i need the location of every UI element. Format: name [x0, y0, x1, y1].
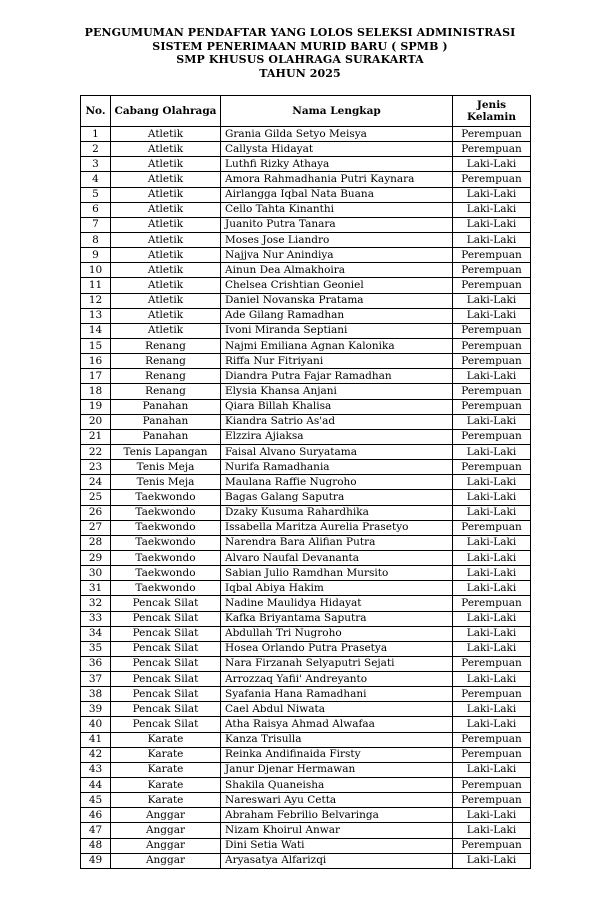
table-row — [81, 853, 531, 868]
table-row — [81, 187, 531, 202]
cell-no: 39 — [81, 702, 111, 717]
table-row — [81, 641, 531, 656]
table-header-row — [81, 96, 531, 127]
header-title: PENGUMUMAN PENDAFTAR YANG LOLOS SELEKSI ADMINISTRASI — [84, 26, 516, 39]
cell-sport: Pencak Silat — [111, 596, 221, 611]
cell-name: Kiandra Satrio As'ad — [221, 414, 453, 429]
cell-no: 44 — [81, 778, 111, 793]
table-row — [81, 217, 531, 232]
cell-name: Cael Abdul Niwata — [221, 702, 453, 717]
cell-no: 15 — [81, 338, 111, 353]
cell-sport: Anggar — [111, 853, 221, 868]
cell-no: 41 — [81, 732, 111, 747]
cell-no: 14 — [81, 323, 111, 338]
cell-sport: Pencak Silat — [111, 656, 221, 671]
cell-sport: Pencak Silat — [111, 702, 221, 717]
cell-sport: Renang — [111, 354, 221, 369]
cell-gender: Laki-Laki — [453, 414, 531, 429]
header-school: SMP KHUSUS OLAHRAGA SURAKARTA — [176, 53, 424, 66]
cell-name: Riffa Nur Fitriyani — [221, 354, 453, 369]
cell-name: Reinka Andifinaida Firsty — [221, 747, 453, 762]
cell-sport: Atletik — [111, 293, 221, 308]
cell-no: 24 — [81, 475, 111, 490]
cell-no: 12 — [81, 293, 111, 308]
cell-sport: Tenis Meja — [111, 475, 221, 490]
cell-no: 26 — [81, 505, 111, 520]
cell-no: 49 — [81, 853, 111, 868]
cell-no: 40 — [81, 717, 111, 732]
cell-no: 23 — [81, 460, 111, 475]
cell-no: 43 — [81, 762, 111, 777]
cell-no: 22 — [81, 444, 111, 459]
table-row — [81, 672, 531, 687]
cell-gender: Perempuan — [453, 172, 531, 187]
cell-name: Arrozzaq Yafii' Andreyanto — [221, 672, 453, 687]
cell-gender: Perempuan — [453, 142, 531, 157]
cell-sport: Atletik — [111, 232, 221, 247]
cell-gender: Perempuan — [453, 520, 531, 535]
table-row — [81, 172, 531, 187]
cell-gender: Perempuan — [453, 323, 531, 338]
cell-sport: Panahan — [111, 399, 221, 414]
cell-gender: Perempuan — [453, 278, 531, 293]
cell-no: 3 — [81, 157, 111, 172]
cell-no: 18 — [81, 384, 111, 399]
results-table — [80, 95, 531, 869]
cell-sport: Taekwondo — [111, 490, 221, 505]
cell-sport: Pencak Silat — [111, 717, 221, 732]
column-header-gender: Jenis Kelamin — [453, 96, 531, 127]
table-row — [81, 127, 531, 142]
cell-sport: Atletik — [111, 202, 221, 217]
cell-no: 34 — [81, 626, 111, 641]
cell-name: Chelsea Crishtian Geoniel — [221, 278, 453, 293]
cell-gender: Perempuan — [453, 338, 531, 353]
cell-no: 32 — [81, 596, 111, 611]
cell-name: Shakila Quaneisha — [221, 778, 453, 793]
cell-gender: Laki-Laki — [453, 762, 531, 777]
cell-gender: Perempuan — [453, 747, 531, 762]
table-row — [81, 505, 531, 520]
cell-no: 48 — [81, 838, 111, 853]
cell-sport: Taekwondo — [111, 505, 221, 520]
cell-gender: Perempuan — [453, 732, 531, 747]
table-row — [81, 656, 531, 671]
table-row — [81, 429, 531, 444]
cell-sport: Panahan — [111, 429, 221, 444]
cell-no: 21 — [81, 429, 111, 444]
cell-gender: Perempuan — [453, 838, 531, 853]
table-row — [81, 157, 531, 172]
cell-gender: Laki-Laki — [453, 232, 531, 247]
cell-gender: Perempuan — [453, 793, 531, 808]
cell-name: Kanza Trisulla — [221, 732, 453, 747]
cell-name: Elysia Khansa Anjani — [221, 384, 453, 399]
cell-sport: Taekwondo — [111, 566, 221, 581]
cell-name: Diandra Putra Fajar Ramadhan — [221, 369, 453, 384]
cell-name: Najjva Nur Anindiya — [221, 248, 453, 263]
table-row — [81, 778, 531, 793]
cell-name: Qiara Billah Khalisa — [221, 399, 453, 414]
cell-no: 16 — [81, 354, 111, 369]
cell-gender: Perempuan — [453, 248, 531, 263]
cell-sport: Atletik — [111, 248, 221, 263]
cell-sport: Karate — [111, 778, 221, 793]
table-row — [81, 414, 531, 429]
cell-name: Faisal Alvano Suryatama — [221, 444, 453, 459]
cell-no: 36 — [81, 656, 111, 671]
cell-sport: Karate — [111, 793, 221, 808]
table-row — [81, 581, 531, 596]
cell-gender: Laki-Laki — [453, 369, 531, 384]
table-row — [81, 475, 531, 490]
column-header-sport: Cabang Olahraga — [111, 96, 221, 127]
cell-name: Bagas Galang Saputra — [221, 490, 453, 505]
cell-gender: Laki-Laki — [453, 157, 531, 172]
table-row — [81, 142, 531, 157]
table-row — [81, 838, 531, 853]
cell-no: 25 — [81, 490, 111, 505]
cell-sport: Atletik — [111, 172, 221, 187]
cell-no: 6 — [81, 202, 111, 217]
cell-name: Grania Gilda Setyo Meisya — [221, 127, 453, 142]
cell-no: 37 — [81, 672, 111, 687]
table-row — [81, 566, 531, 581]
cell-gender: Laki-Laki — [453, 611, 531, 626]
table-row — [81, 732, 531, 747]
cell-name: Nareswari Ayu Cetta — [221, 793, 453, 808]
cell-gender: Perempuan — [453, 399, 531, 414]
cell-name: Dzaky Kusuma Rahardhika — [221, 505, 453, 520]
table-row — [81, 626, 531, 641]
cell-gender: Laki-Laki — [453, 717, 531, 732]
cell-gender: Perempuan — [453, 354, 531, 369]
table-row — [81, 687, 531, 702]
document-header — [0, 26, 600, 80]
table-row — [81, 535, 531, 550]
table-row — [81, 596, 531, 611]
header-system: SISTEM PENERIMAAN MURID BARU ( SPMB ) — [152, 39, 448, 53]
cell-no: 28 — [81, 535, 111, 550]
cell-no: 33 — [81, 611, 111, 626]
cell-no: 31 — [81, 581, 111, 596]
table-row — [81, 202, 531, 217]
table-row — [81, 248, 531, 263]
cell-no: 17 — [81, 369, 111, 384]
cell-name: Hosea Orlando Putra Prasetya — [221, 641, 453, 656]
table-row — [81, 399, 531, 414]
cell-no: 13 — [81, 308, 111, 323]
cell-name: Juanito Putra Tanara — [221, 217, 453, 232]
cell-gender: Laki-Laki — [453, 187, 531, 202]
table-body — [81, 127, 531, 869]
cell-sport: Atletik — [111, 308, 221, 323]
cell-gender: Perempuan — [453, 778, 531, 793]
table-row — [81, 762, 531, 777]
cell-sport: Pencak Silat — [111, 641, 221, 656]
cell-name: Luthfi Rizky Athaya — [221, 157, 453, 172]
table-row — [81, 460, 531, 475]
cell-gender: Laki-Laki — [453, 535, 531, 550]
cell-name: Abraham Febrilio Belvaringa — [221, 808, 453, 823]
cell-sport: Atletik — [111, 263, 221, 278]
cell-gender: Laki-Laki — [453, 626, 531, 641]
cell-no: 35 — [81, 641, 111, 656]
cell-name: Najmi Emiliana Agnan Kalonika — [221, 338, 453, 353]
cell-name: Ade Gilang Ramadhan — [221, 308, 453, 323]
cell-name: Atha Raisya Ahmad Alwafaa — [221, 717, 453, 732]
cell-sport: Karate — [111, 732, 221, 747]
cell-no: 46 — [81, 808, 111, 823]
table-row — [81, 384, 531, 399]
cell-no: 47 — [81, 823, 111, 838]
cell-name: Nadine Maulidya Hidayat — [221, 596, 453, 611]
cell-gender: Laki-Laki — [453, 823, 531, 838]
cell-name: Ainun Dea Almakhoira — [221, 263, 453, 278]
table-row — [81, 369, 531, 384]
cell-no: 29 — [81, 550, 111, 565]
cell-no: 19 — [81, 399, 111, 414]
cell-gender: Laki-Laki — [453, 293, 531, 308]
cell-gender: Perempuan — [453, 687, 531, 702]
cell-sport: Pencak Silat — [111, 611, 221, 626]
cell-gender: Laki-Laki — [453, 853, 531, 868]
cell-no: 5 — [81, 187, 111, 202]
cell-sport: Karate — [111, 762, 221, 777]
cell-name: Maulana Raffie Nugroho — [221, 475, 453, 490]
cell-no: 4 — [81, 172, 111, 187]
cell-sport: Atletik — [111, 278, 221, 293]
table-row — [81, 808, 531, 823]
cell-name: Nizam Khoirul Anwar — [221, 823, 453, 838]
cell-sport: Taekwondo — [111, 520, 221, 535]
cell-no: 38 — [81, 687, 111, 702]
cell-gender: Laki-Laki — [453, 702, 531, 717]
column-header-name: Nama Lengkap — [221, 96, 453, 127]
cell-name: Callysta Hidayat — [221, 142, 453, 157]
cell-sport: Atletik — [111, 323, 221, 338]
cell-name: Kafka Briyantama Saputra — [221, 611, 453, 626]
table-row — [81, 520, 531, 535]
cell-no: 42 — [81, 747, 111, 762]
cell-gender: Laki-Laki — [453, 202, 531, 217]
cell-gender: Perempuan — [453, 596, 531, 611]
table-row — [81, 444, 531, 459]
table-row — [81, 308, 531, 323]
table-row — [81, 793, 531, 808]
table-row — [81, 823, 531, 838]
cell-sport: Tenis Lapangan — [111, 444, 221, 459]
table-row — [81, 263, 531, 278]
cell-name: Aryasatya Alfarizqi — [221, 853, 453, 868]
cell-gender: Laki-Laki — [453, 490, 531, 505]
column-header-no: No. — [81, 96, 111, 127]
cell-gender: Laki-Laki — [453, 808, 531, 823]
cell-gender: Laki-Laki — [453, 505, 531, 520]
header-year: TAHUN 2025 — [259, 66, 341, 80]
cell-sport: Tenis Meja — [111, 460, 221, 475]
cell-no: 20 — [81, 414, 111, 429]
cell-sport: Anggar — [111, 838, 221, 853]
cell-sport: Taekwondo — [111, 581, 221, 596]
cell-no: 9 — [81, 248, 111, 263]
cell-gender: Perempuan — [453, 127, 531, 142]
cell-sport: Taekwondo — [111, 550, 221, 565]
cell-sport: Taekwondo — [111, 535, 221, 550]
cell-no: 30 — [81, 566, 111, 581]
table-row — [81, 717, 531, 732]
table-row — [81, 747, 531, 762]
cell-no: 7 — [81, 217, 111, 232]
cell-sport: Atletik — [111, 127, 221, 142]
table-row — [81, 490, 531, 505]
cell-name: Abdullah Tri Nugroho — [221, 626, 453, 641]
cell-name: Airlangga Iqbal Nata Buana — [221, 187, 453, 202]
cell-name: Sabian Julio Ramdhan Mursito — [221, 566, 453, 581]
cell-gender: Laki-Laki — [453, 217, 531, 232]
cell-name: Cello Tahta Kinanthi — [221, 202, 453, 217]
cell-gender: Laki-Laki — [453, 444, 531, 459]
cell-gender: Laki-Laki — [453, 672, 531, 687]
cell-no: 8 — [81, 232, 111, 247]
cell-gender: Perempuan — [453, 263, 531, 278]
cell-sport: Pencak Silat — [111, 687, 221, 702]
cell-name: Moses Jose Liandro — [221, 232, 453, 247]
cell-no: 27 — [81, 520, 111, 535]
cell-no: 45 — [81, 793, 111, 808]
table-row — [81, 702, 531, 717]
cell-gender: Perempuan — [453, 460, 531, 475]
table-row — [81, 278, 531, 293]
cell-name: Janur Djenar Hermawan — [221, 762, 453, 777]
cell-sport: Atletik — [111, 142, 221, 157]
cell-name: Iqbal Abiya Hakim — [221, 581, 453, 596]
table-row — [81, 354, 531, 369]
cell-sport: Renang — [111, 384, 221, 399]
cell-sport: Pencak Silat — [111, 672, 221, 687]
cell-name: Nurifa Ramadhania — [221, 460, 453, 475]
cell-gender: Laki-Laki — [453, 308, 531, 323]
cell-name: Alvaro Naufal Devananta — [221, 550, 453, 565]
table-row — [81, 293, 531, 308]
cell-name: Daniel Novanska Pratama — [221, 293, 453, 308]
cell-name: Amora Rahmadhania Putri Kaynara — [221, 172, 453, 187]
cell-name: Elzzira Ajiaksa — [221, 429, 453, 444]
cell-sport: Panahan — [111, 414, 221, 429]
cell-gender: Laki-Laki — [453, 475, 531, 490]
cell-name: Syafania Hana Ramadhani — [221, 687, 453, 702]
table-row — [81, 232, 531, 247]
cell-name: Narendra Bara Alifian Putra — [221, 535, 453, 550]
cell-name: Ivoni Miranda Septiani — [221, 323, 453, 338]
table-row — [81, 611, 531, 626]
cell-name: Issabella Maritza Aurelia Prasetyo — [221, 520, 453, 535]
table-row — [81, 550, 531, 565]
cell-sport: Anggar — [111, 808, 221, 823]
cell-gender: Perempuan — [453, 429, 531, 444]
cell-no: 10 — [81, 263, 111, 278]
cell-gender: Laki-Laki — [453, 566, 531, 581]
cell-sport: Atletik — [111, 217, 221, 232]
cell-gender: Perempuan — [453, 656, 531, 671]
table-row — [81, 323, 531, 338]
cell-gender: Laki-Laki — [453, 550, 531, 565]
cell-sport: Renang — [111, 338, 221, 353]
cell-sport: Pencak Silat — [111, 626, 221, 641]
cell-sport: Atletik — [111, 187, 221, 202]
cell-gender: Perempuan — [453, 384, 531, 399]
cell-gender: Laki-Laki — [453, 581, 531, 596]
cell-no: 2 — [81, 142, 111, 157]
cell-name: Dini Setia Wati — [221, 838, 453, 853]
table-row — [81, 338, 531, 353]
cell-sport: Karate — [111, 747, 221, 762]
cell-sport: Renang — [111, 369, 221, 384]
cell-gender: Laki-Laki — [453, 641, 531, 656]
cell-no: 1 — [81, 127, 111, 142]
cell-no: 11 — [81, 278, 111, 293]
cell-name: Nara Firzanah Selyaputri Sejati — [221, 656, 453, 671]
cell-sport: Atletik — [111, 157, 221, 172]
cell-sport: Anggar — [111, 823, 221, 838]
